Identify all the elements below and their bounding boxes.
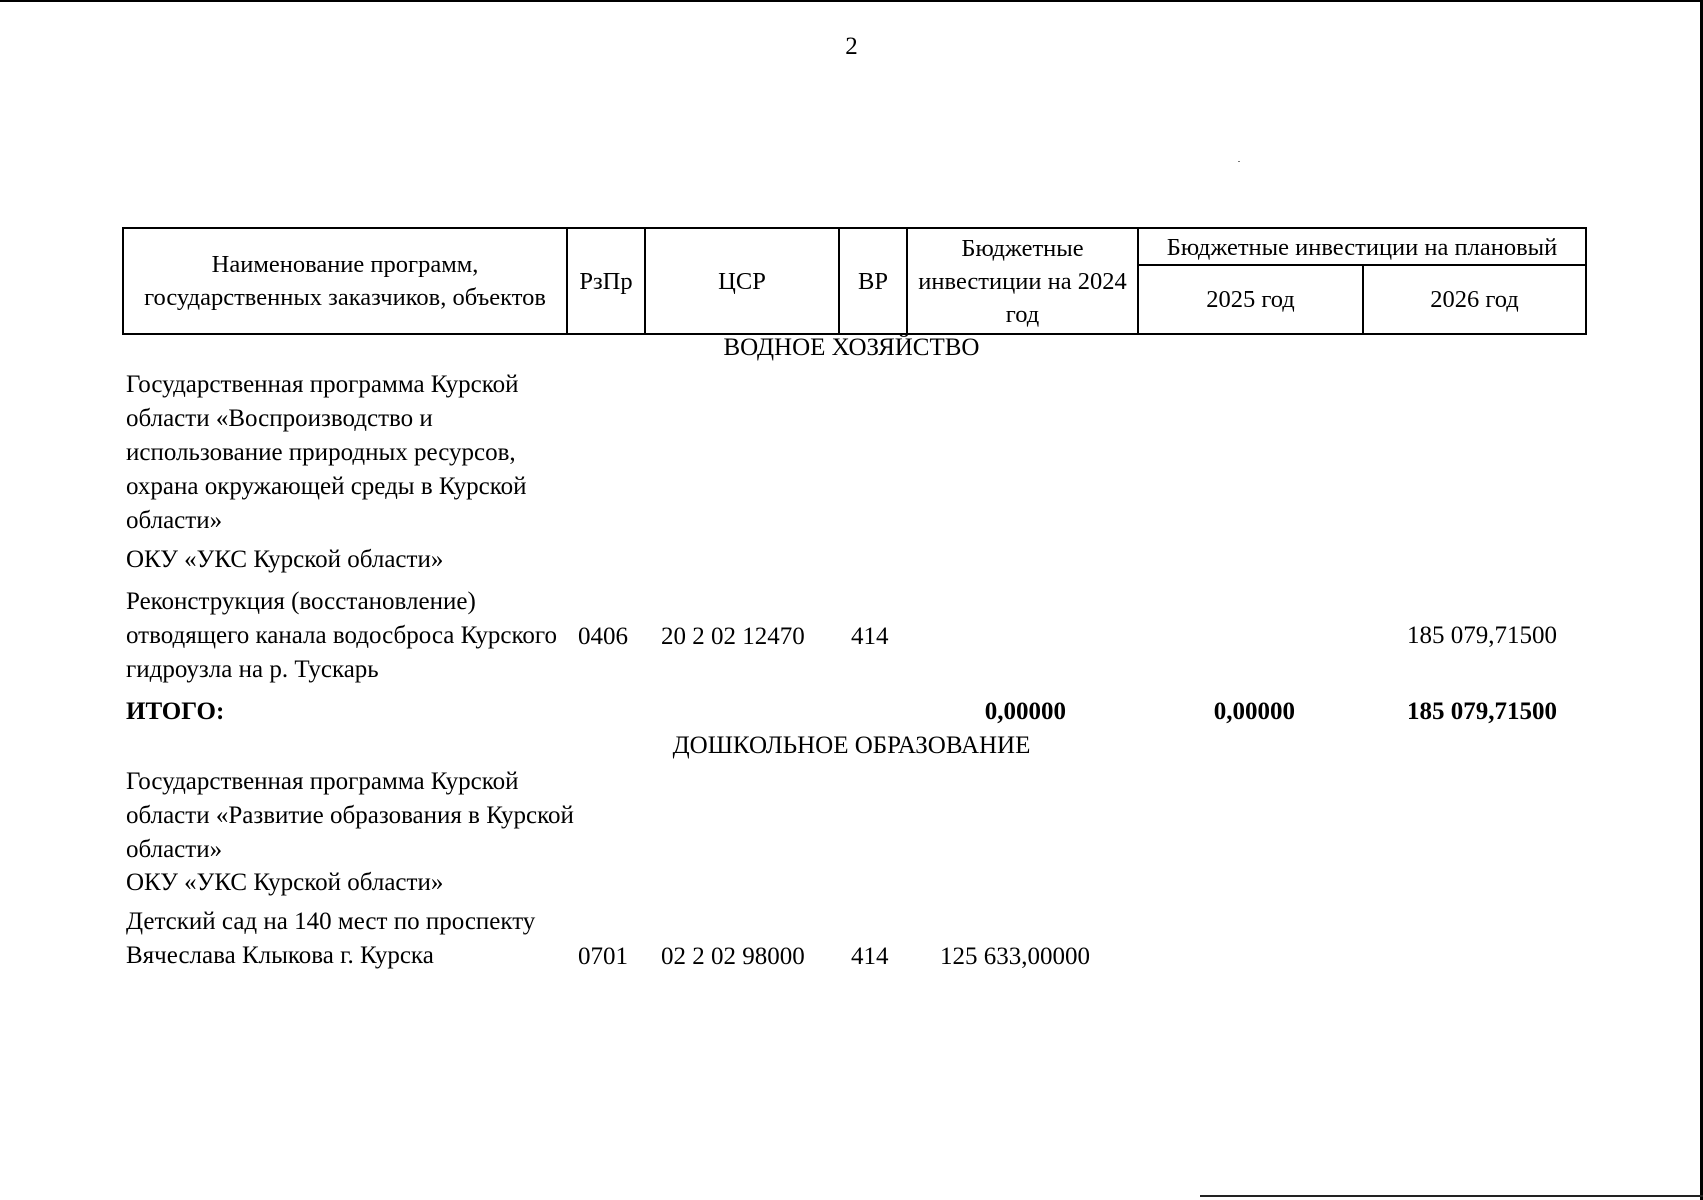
object-vr: 414	[851, 943, 889, 970]
object-rzpr: 0701	[578, 943, 628, 970]
header-invest-2024: Бюджетные инвестиции на 2024 год	[907, 228, 1138, 334]
scan-speck	[1238, 161, 1240, 162]
program-name: Государственная программа Курской области «Развитие образования в Курской области»	[126, 768, 574, 863]
total-value-2026: 185 079,71500	[1407, 698, 1557, 725]
header-invest-plan: Бюджетные инвестиции на плановый	[1138, 228, 1586, 265]
object-rzpr: 0406	[578, 623, 628, 650]
object-csr: 20 2 02 12470	[661, 623, 805, 650]
total-value-2025: 0,00000	[1213, 698, 1295, 725]
object-name: Реконструкция (восстановление) отводящего канала водосброса Курского гидроузла на р. Тускарь	[126, 588, 557, 683]
scan-edge-top	[0, 0, 1703, 2]
customer-name: ОКУ «УКС Курской области»	[126, 546, 444, 573]
page-number: 2	[845, 33, 858, 60]
total-value-2024: 0,00000	[984, 698, 1066, 725]
section-title: ВОДНОЕ ХОЗЯЙСТВО	[723, 334, 980, 361]
table-header	[122, 227, 1587, 335]
header-vr: ВР	[839, 228, 907, 334]
program-name: Государственная программа Курской области «Воспроизводство и использование природных ресурсов, охрана окружающей среды в Курской области»	[126, 371, 527, 534]
header-rzpr: РзПр	[567, 228, 645, 334]
object-csr: 02 2 02 98000	[661, 943, 805, 970]
header-csr: ЦСР	[645, 228, 839, 334]
object-vr: 414	[851, 623, 889, 650]
customer-name: ОКУ «УКС Курской области»	[126, 869, 444, 896]
object-value-2024: 125 633,00000	[940, 943, 1090, 970]
header-2026: 2026 год	[1363, 265, 1586, 334]
section-title: ДОШКОЛЬНОЕ ОБРАЗОВАНИЕ	[672, 732, 1031, 759]
header-2025: 2025 год	[1138, 265, 1363, 334]
object-name: Детский сад на 140 мест по проспекту Вячеслава Клыкова г. Курска	[126, 908, 536, 969]
scan-edge-bottom	[1200, 1195, 1703, 1197]
object-value-2026: 185 079,71500	[1407, 622, 1557, 649]
total-label: ИТОГО:	[126, 698, 225, 725]
header-name: Наименование программ, государственных заказчиков, объектов	[123, 228, 567, 334]
